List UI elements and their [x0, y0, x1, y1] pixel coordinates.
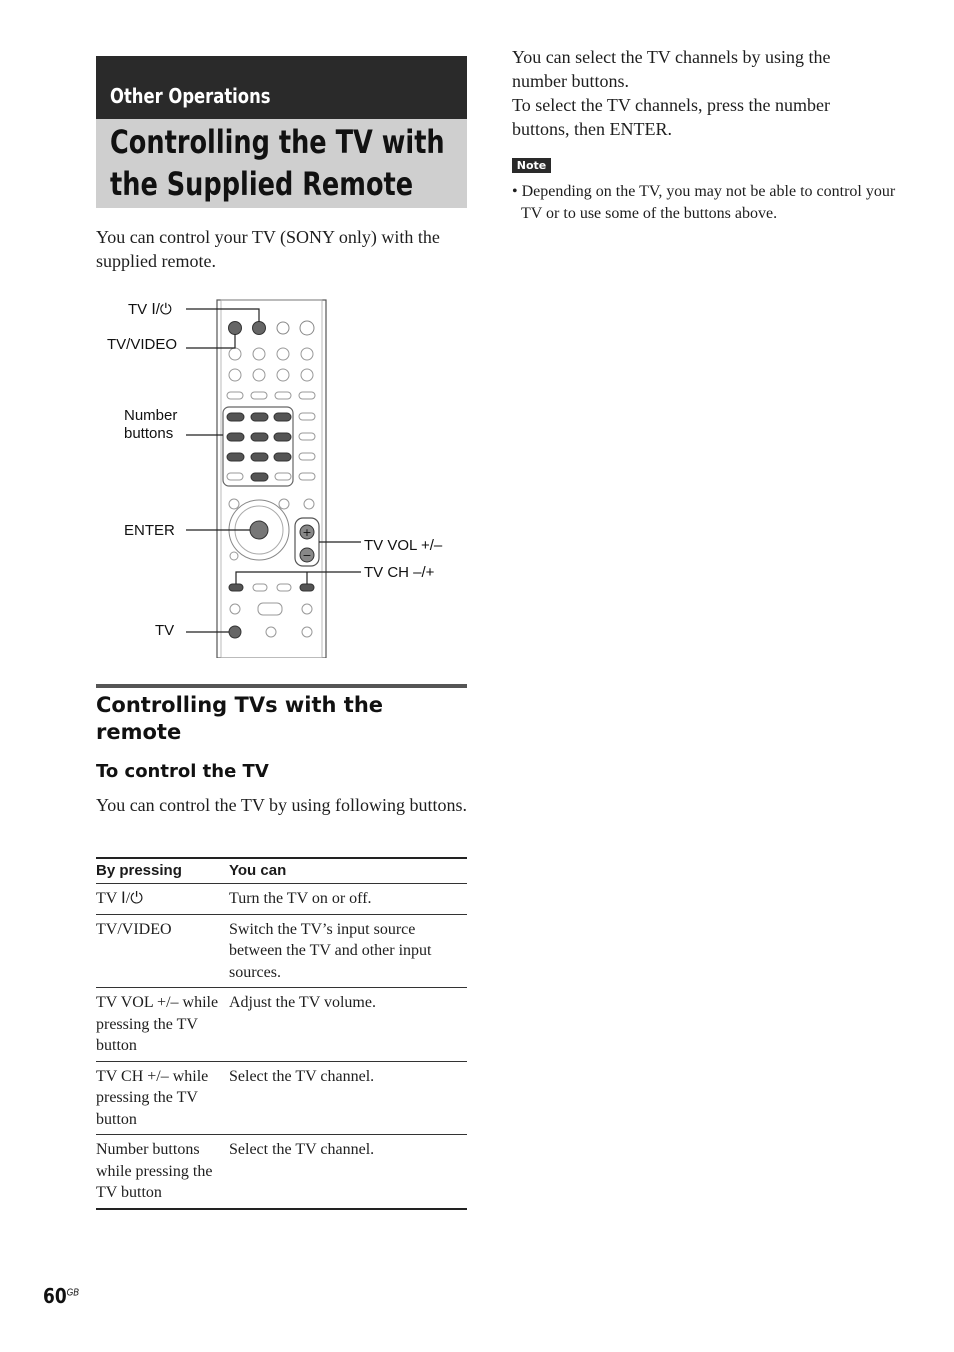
intro-paragraph: You can control your TV (SONY only) with the supplied remote. — [96, 227, 440, 271]
note-badge: Note — [512, 158, 551, 173]
table-cell: Adjust the TV volume. — [229, 988, 467, 1062]
table-cell: Switch the TV’s input source between the TV and other input sources. — [229, 914, 467, 988]
table-row — [96, 1135, 467, 1209]
table-row — [96, 1061, 467, 1135]
label-tv-vol: TV VOL +/– — [364, 537, 443, 554]
tv-video-button — [253, 322, 266, 335]
label-tv: TV — [155, 622, 175, 639]
label-tv-video: TV/VIDEO — [107, 336, 178, 353]
page-title: Controlling the TV with the Supplied Remote — [110, 123, 445, 203]
svg-text:−: − — [302, 549, 312, 562]
label-number-buttons-1: Number — [124, 407, 178, 424]
table-header-row — [96, 858, 467, 884]
table-row — [96, 884, 467, 915]
tv-button — [229, 626, 241, 638]
label-tv-power: TV Ⅰ/⏻ — [128, 301, 172, 318]
section-label: Other Operations — [110, 84, 271, 108]
section-rule — [96, 684, 467, 688]
table-cell: TV Ⅰ/⏻ — [96, 884, 229, 915]
right-paragraph-2: To select the TV channels, press the number buttons, then ENTER. — [512, 95, 830, 139]
table-row — [96, 988, 467, 1062]
subsection-heading: To control the TV — [96, 761, 269, 782]
table-cell: TV/VIDEO — [96, 914, 229, 988]
enter-button — [250, 521, 268, 539]
page-number-value: 60 — [43, 1284, 67, 1308]
label-enter: ENTER — [124, 522, 175, 539]
tv-ch-plus-button — [300, 584, 314, 591]
table-cell: Number buttons while pressing the TV button — [96, 1141, 213, 1201]
table-row — [96, 914, 467, 988]
note-text: • Depending on the TV, you may not be able to control your TV or to use some of the buttons above. — [512, 183, 896, 222]
section-body: You can control the TV by using following buttons. — [96, 795, 468, 815]
table-cell: TV CH +/– while pressing the TV button — [96, 1061, 229, 1135]
page-number — [43, 1284, 79, 1308]
tv-ch-minus-button — [229, 584, 243, 591]
label-tv-ch: TV CH –/+ — [364, 564, 435, 581]
tv-power-button — [229, 322, 242, 335]
column-header: By pressing — [96, 858, 229, 884]
svg-text:+: + — [302, 526, 312, 539]
label-number-buttons-2: buttons — [124, 425, 174, 442]
right-paragraph-1: You can select the TV channels by using the number buttons. — [512, 47, 831, 91]
section-heading: Controlling TVs with the remote — [96, 693, 384, 744]
column-header: You can — [229, 858, 467, 884]
page-number-suffix: GB — [66, 1287, 79, 1299]
operations-table — [96, 857, 467, 1210]
table-cell: Select the TV channel. — [229, 1061, 467, 1135]
table-cell: Turn the TV on or off. — [229, 884, 467, 915]
table-cell: TV VOL +/– while pressing the TV button — [96, 988, 229, 1062]
table-cell: Select the TV channel. — [229, 1141, 375, 1158]
